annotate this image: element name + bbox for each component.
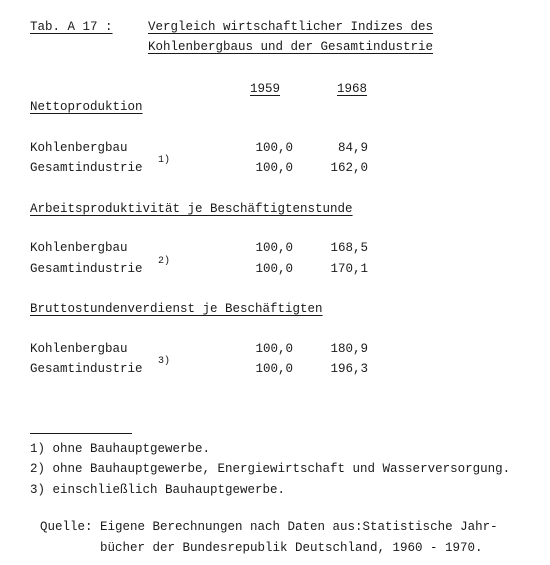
row-label: Kohlenbergbau [30,241,128,255]
column-header-1968: 1968 [337,82,368,96]
column-header-1959: 1959 [250,82,281,96]
row-label: Kohlenbergbau [30,141,128,155]
footnote-2: 2) ohne Bauhauptgewerbe, Energiewirtschaft und Wasserversorgung. [30,462,511,476]
row-label: Gesamtindustrie [30,161,143,175]
row-label: Gesamtindustrie [30,262,143,276]
cell-value: 196,3 [330,362,368,376]
footnote-marker: 1) [158,155,171,166]
section-heading-bruttostundenverdienst: Bruttostundenverdienst je Beschäftigten [30,302,323,316]
row-label: Kohlenbergbau [30,342,128,356]
footnote-marker: 2) [158,256,171,267]
cell-value: 100,0 [255,161,293,175]
section-heading-arbeitsproduktivitaet: Arbeitsproduktivität je Beschäftigtenstunde [30,202,353,216]
cell-value: 162,0 [330,161,368,175]
cell-value: 180,9 [330,342,368,356]
table-title-line1: Vergleich wirtschaftlicher Indizes des [148,20,434,34]
section-heading-nettoproduktion: Nettoproduktion [30,100,143,114]
cell-value: 84,9 [337,141,368,155]
footnote-1: 1) ohne Bauhauptgewerbe. [30,442,211,456]
cell-value: 100,0 [255,241,293,255]
cell-value: 100,0 [255,262,293,276]
footnote-3: 3) einschließlich Bauhauptgewerbe. [30,483,286,497]
footnote-separator [30,433,132,434]
cell-value: 100,0 [255,141,293,155]
row-label: Gesamtindustrie [30,362,143,376]
cell-value: 100,0 [255,342,293,356]
table-title-line2: Kohlenbergbaus und der Gesamtindustrie [148,40,434,54]
cell-value: 100,0 [255,362,293,376]
source-line1: Quelle: Eigene Berechnungen nach Daten aus:Statistische Jahr- [40,520,498,534]
footnote-marker: 3) [158,356,171,367]
table-label: Tab. A 17 : [30,20,113,34]
cell-value: 170,1 [330,262,368,276]
cell-value: 168,5 [330,241,368,255]
source-line2: bücher der Bundesrepublik Deutschland, 1960 - 1970. [100,541,483,555]
